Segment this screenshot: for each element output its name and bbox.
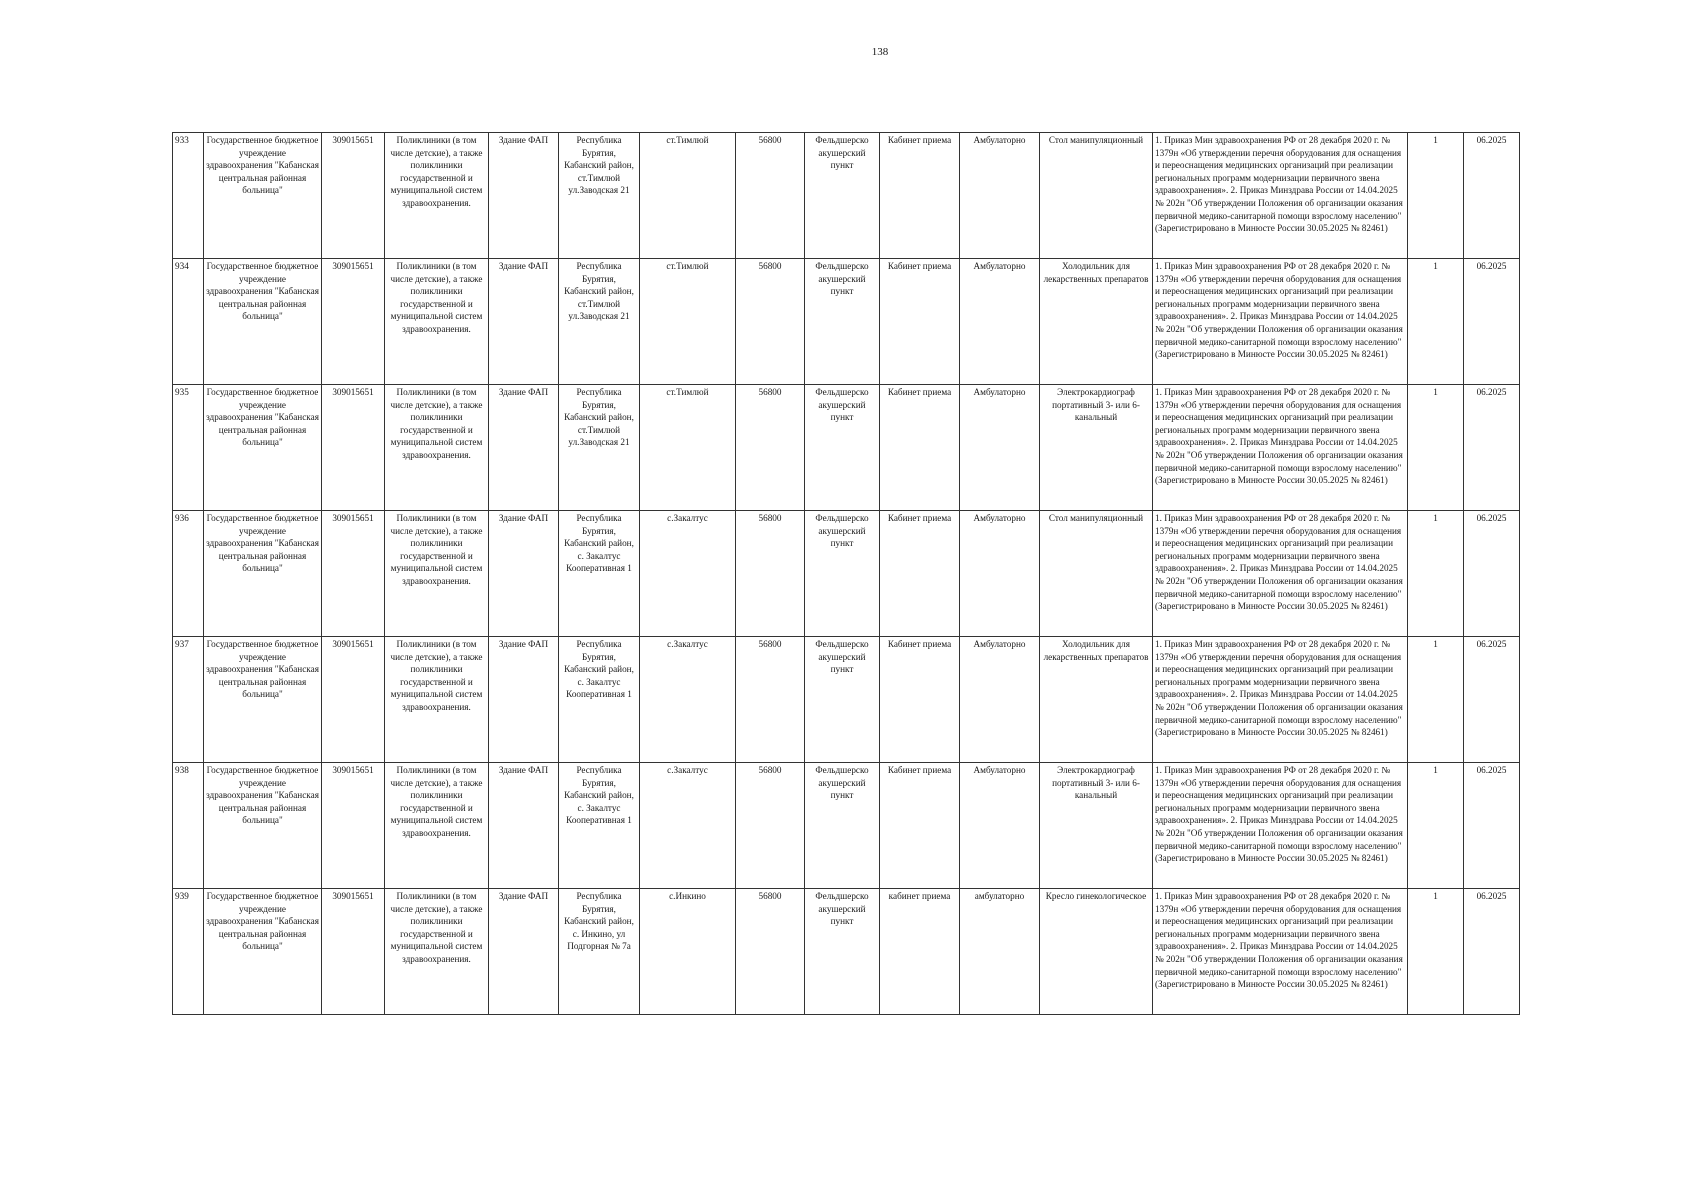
table-row <box>173 637 1520 763</box>
page-number: 138 <box>871 46 889 58</box>
building-cell: Здание ФАП <box>489 637 559 763</box>
building-cell: Здание ФАП <box>489 889 559 1015</box>
institution-name: Государственное бюджетное учреждение здравоохранения "Кабанская центральная районная больница" <box>204 385 322 511</box>
inn-cell: 309015651 <box>322 385 385 511</box>
care-type-cell: Амбулаторно <box>960 511 1040 637</box>
settlement-cell: с.Закалтус <box>640 511 736 637</box>
building-cell: Здание ФАП <box>489 763 559 889</box>
legal-basis-cell: 1. Приказ Мин здравоохранения РФ от 28 декабря 2020 г. № 1379н «Об утверждении перечня оборудования для оснащения и переоснащения медицинских организаций при реализации региональных программ модернизации первичного звена здравоохранения». 2. Приказ Минздрава России от 14.04.2025 № 202н "Об утверждении Положения об организации оказания первичной медико-санитарной помощи взрослому населению" (Зарегистрировано в Минюсте России 30.05.2025 № 82461) <box>1153 637 1408 763</box>
row-number: 939 <box>173 889 204 1015</box>
table-row <box>173 385 1520 511</box>
address-cell: Республика Бурятия, Кабанский район, ст.Тимлюй ул.Заводская 21 <box>559 133 640 259</box>
code-cell: 56800 <box>736 637 805 763</box>
row-number: 935 <box>173 385 204 511</box>
quantity-cell: 1 <box>1408 259 1464 385</box>
room-cell: Кабинет приема <box>880 385 960 511</box>
legal-basis-cell: 1. Приказ Мин здравоохранения РФ от 28 декабря 2020 г. № 1379н «Об утверждении перечня оборудования для оснащения и переоснащения медицинских организаций при реализации региональных программ модернизации первичного звена здравоохранения». 2. Приказ Минздрава России от 14.04.2025 № 202н "Об утверждении Положения об организации оказания первичной медико-санитарной помощи взрослому населению" (Зарегистрировано в Минюсте России 30.05.2025 № 82461) <box>1153 385 1408 511</box>
table-row <box>173 763 1520 889</box>
care-type-cell: Амбулаторно <box>960 133 1040 259</box>
equipment-cell: Стол манипуляционный <box>1040 511 1153 637</box>
unit-cell: Фельдшерско акушерский пункт <box>805 511 880 637</box>
settlement-cell: с.Закалтус <box>640 637 736 763</box>
room-cell: Кабинет приема <box>880 511 960 637</box>
row-number: 937 <box>173 637 204 763</box>
equipment-registry-table <box>172 132 1520 1015</box>
unit-cell: Фельдшерско акушерский пункт <box>805 385 880 511</box>
quantity-cell: 1 <box>1408 511 1464 637</box>
code-cell: 56800 <box>736 385 805 511</box>
unit-cell: Фельдшерско акушерский пункт <box>805 763 880 889</box>
unit-cell: Фельдшерско акушерский пункт <box>805 889 880 1015</box>
room-cell: кабинет приема <box>880 889 960 1015</box>
settlement-cell: ст.Тимлюй <box>640 133 736 259</box>
equipment-cell: Электрокардиограф портативный 3- или 6-канальный <box>1040 763 1153 889</box>
settlement-cell: с.Закалтус <box>640 763 736 889</box>
care-type-cell: Амбулаторно <box>960 385 1040 511</box>
building-cell: Здание ФАП <box>489 133 559 259</box>
institution-name: Государственное бюджетное учреждение здравоохранения "Кабанская центральная районная больница" <box>204 259 322 385</box>
room-cell: Кабинет приема <box>880 637 960 763</box>
date-cell: 06.2025 <box>1464 259 1520 385</box>
institution-name: Государственное бюджетное учреждение здравоохранения "Кабанская центральная районная больница" <box>204 889 322 1015</box>
table-row <box>173 511 1520 637</box>
room-cell: Кабинет приема <box>880 763 960 889</box>
address-cell: Республика Бурятия, Кабанский район, ст.Тимлюй ул.Заводская 21 <box>559 259 640 385</box>
inn-cell: 309015651 <box>322 511 385 637</box>
date-cell: 06.2025 <box>1464 889 1520 1015</box>
settlement-cell: с.Инкино <box>640 889 736 1015</box>
inn-cell: 309015651 <box>322 889 385 1015</box>
care-type-cell: Амбулаторно <box>960 637 1040 763</box>
code-cell: 56800 <box>736 511 805 637</box>
room-cell: Кабинет приема <box>880 133 960 259</box>
legal-basis-cell: 1. Приказ Мин здравоохранения РФ от 28 декабря 2020 г. № 1379н «Об утверждении перечня оборудования для оснащения и переоснащения медицинских организаций при реализации региональных программ модернизации первичного звена здравоохранения». 2. Приказ Минздрава России от 14.04.2025 № 202н "Об утверждении Положения об организации оказания первичной медико-санитарной помощи взрослому населению" (Зарегистрировано в Минюсте России 30.05.2025 № 82461) <box>1153 133 1408 259</box>
legal-basis-cell: 1. Приказ Мин здравоохранения РФ от 28 декабря 2020 г. № 1379н «Об утверждении перечня оборудования для оснащения и переоснащения медицинских организаций при реализации региональных программ модернизации первичного звена здравоохранения». 2. Приказ Минздрава России от 14.04.2025 № 202н "Об утверждении Положения об организации оказания первичной медико-санитарной помощи взрослому населению" (Зарегистрировано в Минюсте России 30.05.2025 № 82461) <box>1153 889 1408 1015</box>
date-cell: 06.2025 <box>1464 511 1520 637</box>
equipment-cell: Электрокардиограф портативный 3- или 6-канальный <box>1040 385 1153 511</box>
building-cell: Здание ФАП <box>489 511 559 637</box>
organization-type: Поликлиники (в том числе детские), а также поликлиники государственной и муниципальной систем здравоохранения. <box>385 637 489 763</box>
legal-basis-cell: 1. Приказ Мин здравоохранения РФ от 28 декабря 2020 г. № 1379н «Об утверждении перечня оборудования для оснащения и переоснащения медицинских организаций при реализации региональных программ модернизации первичного звена здравоохранения». 2. Приказ Минздрава России от 14.04.2025 № 202н "Об утверждении Положения об организации оказания первичной медико-санитарной помощи взрослому населению" (Зарегистрировано в Минюсте России 30.05.2025 № 82461) <box>1153 511 1408 637</box>
code-cell: 56800 <box>736 889 805 1015</box>
date-cell: 06.2025 <box>1464 637 1520 763</box>
equipment-cell: Стол манипуляционный <box>1040 133 1153 259</box>
care-type-cell: Амбулаторно <box>960 763 1040 889</box>
date-cell: 06.2025 <box>1464 385 1520 511</box>
institution-name: Государственное бюджетное учреждение здравоохранения "Кабанская центральная районная больница" <box>204 637 322 763</box>
care-type-cell: амбулаторно <box>960 889 1040 1015</box>
organization-type: Поликлиники (в том числе детские), а также поликлиники государственной и муниципальной систем здравоохранения. <box>385 133 489 259</box>
quantity-cell: 1 <box>1408 889 1464 1015</box>
institution-name: Государственное бюджетное учреждение здравоохранения "Кабанская центральная районная больница" <box>204 763 322 889</box>
care-type-cell: Амбулаторно <box>960 259 1040 385</box>
room-cell: Кабинет приема <box>880 259 960 385</box>
legal-basis-cell: 1. Приказ Мин здравоохранения РФ от 28 декабря 2020 г. № 1379н «Об утверждении перечня оборудования для оснащения и переоснащения медицинских организаций при реализации региональных программ модернизации первичного звена здравоохранения». 2. Приказ Минздрава России от 14.04.2025 № 202н "Об утверждении Положения об организации оказания первичной медико-санитарной помощи взрослому населению" (Зарегистрировано в Минюсте России 30.05.2025 № 82461) <box>1153 259 1408 385</box>
organization-type: Поликлиники (в том числе детские), а также поликлиники государственной и муниципальной систем здравоохранения. <box>385 259 489 385</box>
unit-cell: Фельдшерско акушерский пункт <box>805 637 880 763</box>
organization-type: Поликлиники (в том числе детские), а также поликлиники государственной и муниципальной систем здравоохранения. <box>385 385 489 511</box>
organization-type: Поликлиники (в том числе детские), а также поликлиники государственной и муниципальной систем здравоохранения. <box>385 763 489 889</box>
address-cell: Республика Бурятия, Кабанский район, с. Инкино, ул Подгорная № 7а <box>559 889 640 1015</box>
organization-type: Поликлиники (в том числе детские), а также поликлиники государственной и муниципальной систем здравоохранения. <box>385 889 489 1015</box>
equipment-cell: Холодильник для лекарственных препаратов <box>1040 259 1153 385</box>
settlement-cell: ст.Тимлюй <box>640 259 736 385</box>
institution-name: Государственное бюджетное учреждение здравоохранения "Кабанская центральная районная больница" <box>204 511 322 637</box>
equipment-cell: Кресло гинекологическое <box>1040 889 1153 1015</box>
equipment-cell: Холодильник для лекарственных препаратов <box>1040 637 1153 763</box>
legal-basis-cell: 1. Приказ Мин здравоохранения РФ от 28 декабря 2020 г. № 1379н «Об утверждении перечня оборудования для оснащения и переоснащения медицинских организаций при реализации региональных программ модернизации первичного звена здравоохранения». 2. Приказ Минздрава России от 14.04.2025 № 202н "Об утверждении Положения об организации оказания первичной медико-санитарной помощи взрослому населению" (Зарегистрировано в Минюсте России 30.05.2025 № 82461) <box>1153 763 1408 889</box>
address-cell: Республика Бурятия, Кабанский район, с. Закалтус Кооперативная 1 <box>559 763 640 889</box>
code-cell: 56800 <box>736 259 805 385</box>
settlement-cell: ст.Тимлюй <box>640 385 736 511</box>
building-cell: Здание ФАП <box>489 259 559 385</box>
table-row <box>173 133 1520 259</box>
organization-type: Поликлиники (в том числе детские), а также поликлиники государственной и муниципальной систем здравоохранения. <box>385 511 489 637</box>
quantity-cell: 1 <box>1408 385 1464 511</box>
table-row <box>173 259 1520 385</box>
quantity-cell: 1 <box>1408 637 1464 763</box>
row-number: 934 <box>173 259 204 385</box>
quantity-cell: 1 <box>1408 133 1464 259</box>
address-cell: Республика Бурятия, Кабанский район, с. Закалтус Кооперативная 1 <box>559 637 640 763</box>
address-cell: Республика Бурятия, Кабанский район, с. Закалтус Кооперативная 1 <box>559 511 640 637</box>
inn-cell: 309015651 <box>322 637 385 763</box>
quantity-cell: 1 <box>1408 763 1464 889</box>
table-row <box>173 889 1520 1015</box>
inn-cell: 309015651 <box>322 763 385 889</box>
institution-name: Государственное бюджетное учреждение здравоохранения "Кабанская центральная районная больница" <box>204 133 322 259</box>
inn-cell: 309015651 <box>322 259 385 385</box>
code-cell: 56800 <box>736 763 805 889</box>
code-cell: 56800 <box>736 133 805 259</box>
inn-cell: 309015651 <box>322 133 385 259</box>
date-cell: 06.2025 <box>1464 133 1520 259</box>
unit-cell: Фельдшерско акушерский пункт <box>805 259 880 385</box>
row-number: 936 <box>173 511 204 637</box>
unit-cell: Фельдшерско акушерский пункт <box>805 133 880 259</box>
row-number: 938 <box>173 763 204 889</box>
row-number: 933 <box>173 133 204 259</box>
building-cell: Здание ФАП <box>489 385 559 511</box>
date-cell: 06.2025 <box>1464 763 1520 889</box>
address-cell: Республика Бурятия, Кабанский район, ст.Тимлюй ул.Заводская 21 <box>559 385 640 511</box>
